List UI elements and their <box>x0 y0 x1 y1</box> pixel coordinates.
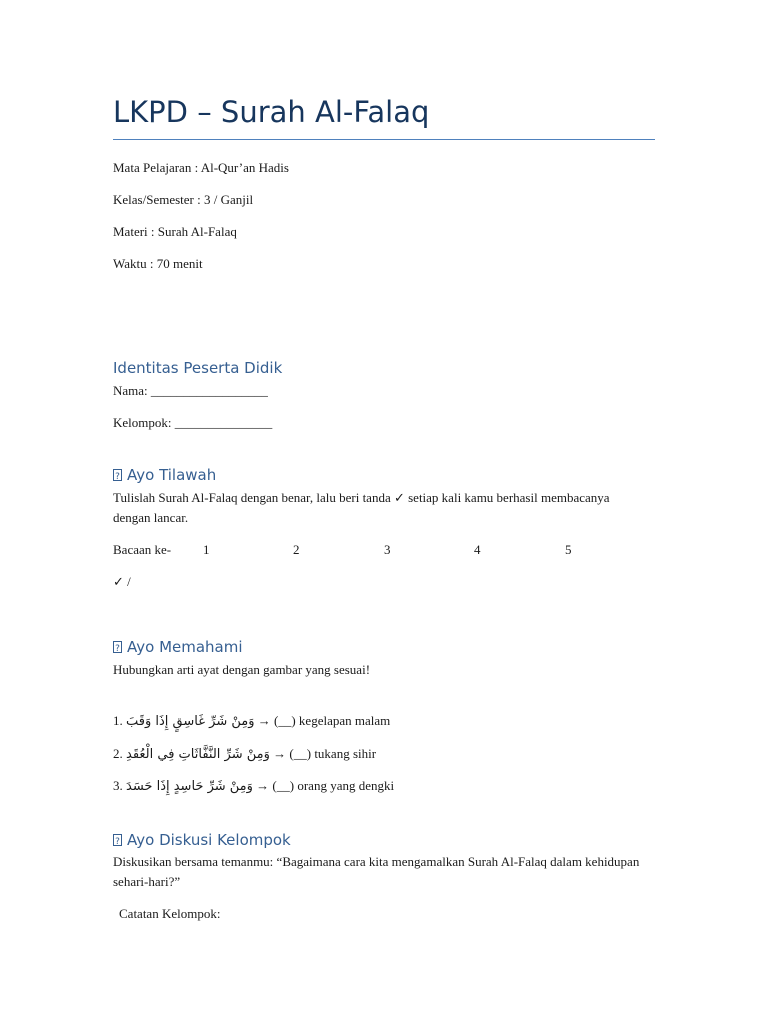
arrow-blank: → (__) <box>256 778 295 793</box>
verse-meaning: tukang sihir <box>314 746 377 761</box>
meta-time: Waktu : 70 menit <box>113 256 203 271</box>
missing-glyph-icon <box>113 834 122 846</box>
diskusi-instruction: Diskusikan bersama temanmu: “Bagaimana cara kita mengamalkan Surah Al-Falaq dalam kehidupan sehari-hari?” <box>113 854 640 889</box>
arabic-verse: وَمِنْ شَرِّ غَاسِقٍ إِذَا وَقَبَ <box>126 714 255 729</box>
matching-item-2 <box>113 744 376 765</box>
reading-number-2: 2 <box>293 542 300 557</box>
diskusi-heading-text: Ayo Diskusi Kelompok <box>127 831 291 849</box>
meta-class-semester: Kelas/Semester : 3 / Ganjil <box>113 192 254 207</box>
meta-subject: Mata Pelajaran : Al-Qur’an Hadis <box>113 160 289 175</box>
missing-glyph-icon <box>113 469 122 481</box>
group-field: Kelompok: _______________ <box>113 415 273 430</box>
arabic-verse: وَمِنْ شَرِّ النَّفَّاثَاتِ فِي الْعُقَدِ <box>126 747 270 762</box>
memahami-instruction: Hubungkan arti ayat dengan gambar yang sesuai! <box>113 662 371 677</box>
memahami-heading <box>113 637 243 657</box>
title-underline <box>113 139 655 140</box>
item-number: 3. <box>113 778 123 793</box>
reading-row-label: Bacaan ke- <box>113 542 172 557</box>
document-title: LKPD – Surah Al-Falaq <box>113 95 430 129</box>
reading-number-4: 4 <box>474 542 481 557</box>
tilawah-heading <box>113 465 216 485</box>
group-notes-label: Catatan Kelompok: <box>119 906 221 921</box>
verse-meaning: kegelapan malam <box>298 713 391 728</box>
arrow-blank: → (__) <box>257 713 296 728</box>
reading-number-5: 5 <box>565 542 572 557</box>
memahami-heading-text: Ayo Memahami <box>127 638 243 656</box>
verse-meaning: orang yang dengki <box>297 778 395 793</box>
item-number: 2. <box>113 746 123 761</box>
arrow-blank: → (__) <box>273 746 312 761</box>
matching-item-3 <box>113 776 394 797</box>
tilawah-heading-text: Ayo Tilawah <box>127 466 217 484</box>
reading-number-3: 3 <box>384 542 391 557</box>
tilawah-instruction: Tulislah Surah Al-Falaq dengan benar, lalu beri tanda ✓ setiap kali kamu berhasil membacanya dengan lancar. <box>113 490 610 525</box>
arabic-verse: وَمِنْ شَرِّ حَاسِدٍ إِذَا حَسَدَ <box>126 779 253 794</box>
missing-glyph-icon <box>113 641 122 653</box>
identitas-heading: Identitas Peserta Didik <box>113 359 283 377</box>
meta-material: Materi : Surah Al-Falaq <box>113 224 237 239</box>
diskusi-heading <box>113 830 291 850</box>
matching-item-1 <box>113 711 390 732</box>
check-row-label: ✓ / <box>113 574 131 589</box>
item-number: 1. <box>113 713 123 728</box>
name-field: Nama: __________________ <box>113 383 268 398</box>
reading-number-1: 1 <box>203 542 210 557</box>
